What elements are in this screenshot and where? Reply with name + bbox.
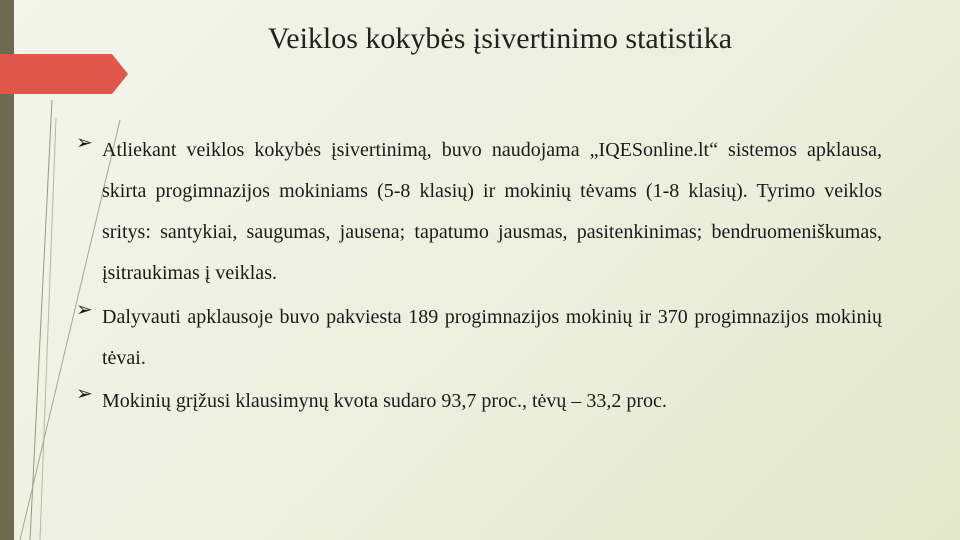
bullet-text-3: Mokinių grįžusi klausimynų kvota sudaro 93,7 proc., tėvų – 33,2 proc.	[102, 390, 667, 412]
slide-title: Veiklos kokybės įsivertinimo statistika	[267, 22, 733, 55]
bullet-list	[76, 130, 882, 422]
bullet-item-1	[76, 130, 882, 294]
bullet-text-1: Atliekant veiklos kokybės įsivertinimą, buvo naudojama „IQESonline.lt“ sistemos apklausa, skirta progimnazijos mokiniams (5-8 klasių) ir mokinių tėvams (1-8 klasių). Tyrimo veiklos sritys: santykiai, saugumas, jausena; tapatumo jausmas, pasitenkinimas; bendruomeniškumas, įsitraukimas į veiklas.	[102, 139, 882, 284]
arrowhead-bullet-icon: ➢	[76, 297, 93, 321]
red-accent-tab	[0, 54, 128, 94]
arrowhead-bullet-icon: ➢	[76, 381, 93, 405]
arrowhead-bullet-icon: ➢	[76, 130, 93, 154]
bullet-text-2: Dalyvauti apklausoje buvo pakviesta 189 progimnazijos mokinių ir 370 progimnazijos mokinių tėvai.	[102, 306, 882, 369]
bullet-item-3	[76, 381, 882, 422]
bullet-item-2	[76, 297, 882, 379]
